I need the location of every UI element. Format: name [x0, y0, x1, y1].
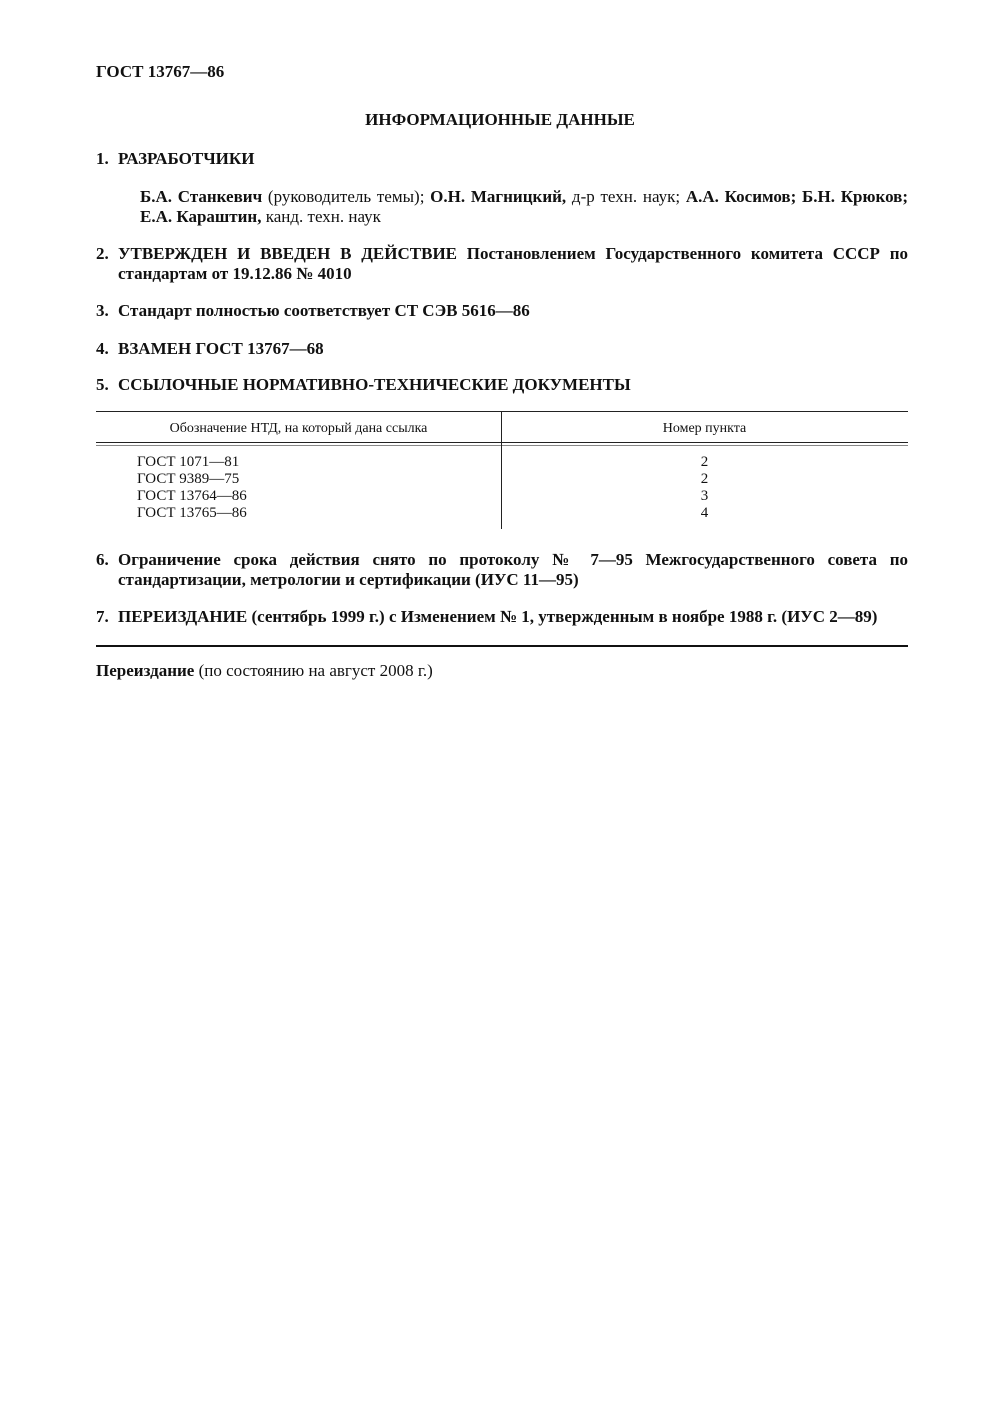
table-cell-document: ГОСТ 1071—81	[137, 454, 240, 470]
section-replaces	[96, 339, 908, 359]
table-rule	[96, 445, 908, 446]
column-documents	[137, 454, 247, 522]
section-developers	[96, 149, 908, 169]
section-number: 7.	[96, 607, 109, 626]
developer-note: (руководитель темы);	[262, 187, 431, 206]
section-text: ВЗАМЕН ГОСТ 13767—68	[118, 339, 324, 358]
column-header-clause: Номер пункта	[662, 421, 747, 436]
page-title: ИНФОРМАЦИОННЫЕ ДАННЫЕ	[365, 110, 635, 129]
table-rule	[96, 442, 908, 443]
section-approved	[96, 244, 908, 284]
table-cell-document: ГОСТ 9389—75	[137, 471, 240, 487]
table-cell-document: ГОСТ 13764—86	[137, 488, 247, 504]
reissue-note	[96, 661, 433, 681]
section-text: Стандарт полностью соответствует СТ СЭВ 5616—86	[118, 301, 530, 320]
column-header-document: Обозначение НТД, на который дана ссылка	[169, 421, 428, 436]
section-text: Ограничение срока действия снято по протоколу № 7—95 Межгосударственного совета по стандартизации, метрологии и сертификации (ИУС 11—95)	[118, 550, 908, 589]
table-cell-clause: 2	[700, 471, 709, 487]
table-cell-clause: 3	[700, 488, 709, 504]
reference-table	[96, 411, 908, 529]
developer-note: канд. техн. наук	[261, 207, 381, 226]
table-rule	[96, 411, 908, 412]
section-text: ПЕРЕИЗДАНИЕ (сентябрь 1999 г.) с Изменением № 1, утвержденным в ноябре 1988 г. (ИУС 2—89)	[118, 607, 878, 626]
section-compliance	[96, 301, 908, 321]
reissue-text: (по состоянию на август 2008 г.)	[194, 661, 433, 680]
section-references	[96, 375, 908, 395]
section-term-limit	[96, 550, 908, 590]
section-number: 6.	[96, 550, 109, 569]
section-number: 5.	[96, 375, 109, 394]
reissue-label: Переиздание	[96, 661, 195, 680]
table-cell-clause: 4	[700, 505, 709, 521]
table-cell-clause: 2	[700, 454, 709, 470]
column-clauses	[501, 454, 908, 522]
developers-list	[140, 187, 908, 227]
table-cell-document: ГОСТ 13765—86	[137, 505, 247, 521]
section-text: УТВЕРЖДЕН И ВВЕДЕН В ДЕЙСТВИЕ Постановлением Государственного комитета СССР по стандартам от 19.12.86 № 4010	[118, 244, 908, 283]
section-number: 3.	[96, 301, 109, 320]
section-number: 1.	[96, 149, 109, 168]
divider	[96, 645, 908, 647]
section-heading: РАЗРАБОТЧИКИ	[118, 149, 255, 168]
developer-name: Б.А. Станкевич	[140, 187, 263, 206]
developer-name: О.Н. Магницкий,	[430, 187, 567, 206]
section-heading: ССЫЛОЧНЫЕ НОРМАТИВНО-ТЕХНИЧЕСКИЕ ДОКУМЕНТЫ	[118, 375, 631, 394]
developer-name: А.А. Косимов; Б.Н. Крюков; Е.А. Караштин,	[140, 187, 908, 226]
section-reissue	[96, 607, 908, 627]
developer-note: д-р техн. наук;	[566, 187, 686, 206]
document-code: ГОСТ 13767—86	[96, 62, 225, 81]
section-number: 2.	[96, 244, 109, 263]
section-number: 4.	[96, 339, 109, 358]
